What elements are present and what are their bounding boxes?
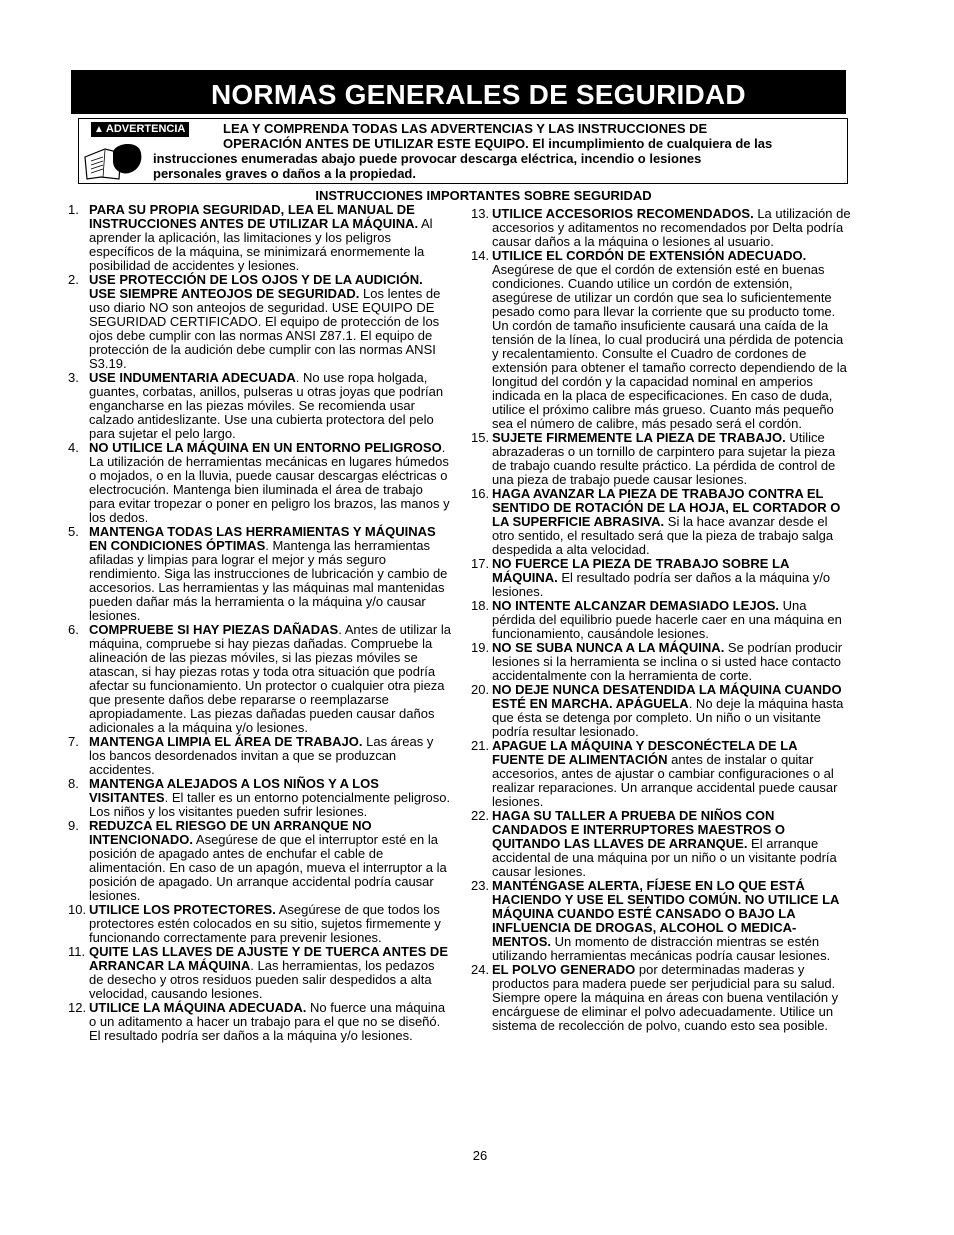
- item-heading: UTILICE LOS PROTECTORES.: [89, 902, 276, 917]
- item-heading: NO UTILICE LA MÁQUINA EN UN ENTORNO PELIGROSO: [89, 440, 442, 455]
- item-text: . No use ropa holgada, guantes, corbatas, anillos, pulseras u otras joyas que podrían engancharse en las piezas móviles. Se recomienda usar calzado antideslizante. Use una cubierta protectora del pelo para sujetar el pelo largo.: [89, 370, 444, 441]
- item-text: El arranque accidental de una máquina por un niño o un visitante podría causar lesiones.: [492, 836, 837, 879]
- safety-item: [68, 1001, 452, 1043]
- item-heading: NO INTENTE ALCANZAR DEMASIADO LEJOS.: [492, 598, 779, 613]
- page-number: 26: [472, 1148, 488, 1163]
- safety-item: [471, 739, 852, 809]
- item-text: Si la hace avanzar desde el otro sentido, el resultado será que la pieza de trabajo salga despedida a alta velocidad.: [492, 514, 834, 557]
- safety-item: [68, 945, 452, 1001]
- item-heading: HAGA SU TALLER A PRUEBA DE NIÑOS CON CANDADOS E INTERRUPTORES MAESTROS O QUITANDO LAS LLAVES DE ARRANQUE.: [492, 808, 786, 851]
- item-number: 4.: [68, 440, 79, 455]
- item-heading: COMPRUEBE SI HAY PIEZAS DAÑADAS: [89, 622, 339, 637]
- safety-item: [471, 809, 852, 879]
- warning-line-2: OPERACIÓN ANTES DE UTILIZAR ESTE EQUIPO. El incumplimiento de cualquiera de las: [223, 136, 773, 151]
- item-text: Se podrían producir lesiones si la herramienta se inclina o si usted hace contacto accidentalmente con la herramienta de corte.: [492, 640, 843, 683]
- item-heading: HAGA AVANZAR LA PIEZA DE TRABAJO CONTRA EL SENTIDO DE ROTACIÓN DE LA HOJA, EL CORTADOR O LA SUPERFICIE ABRASIVA.: [492, 486, 841, 529]
- item-heading: REDUZCA EL RIESGO DE UN ARRANQUE NO INTENCIONADO.: [89, 818, 372, 847]
- item-text: Asegúrese de que todos los protectores estén colocados en su sitio, sujetos firmemente y funcionando correctamente para prevenir lesiones.: [89, 902, 441, 945]
- warning-line-3: instrucciones enumeradas abajo puede provocar descarga eléctrica, incendio o lesiones: [153, 151, 702, 166]
- item-heading: NO FUERCE LA PIEZA DE TRABAJO SOBRE LA MÁQUINA.: [492, 556, 789, 585]
- item-text: Asegúrese de que el interruptor esté en la posición de apagado antes de enchufar el cable de alimentación. En caso de un apagón, mueva el interruptor a la posición de apagado. Un arranque accidental podría causar lesiones.: [89, 832, 447, 903]
- right-column: [471, 207, 852, 1033]
- item-number: 21.: [471, 738, 490, 753]
- warning-line-1: LEA Y COMPRENDA TODAS LAS ADVERTENCIAS Y LAS INSTRUCCIONES DE: [223, 121, 708, 136]
- item-number: 22.: [471, 808, 490, 823]
- item-number: 11.: [68, 944, 86, 959]
- item-number: 14.: [471, 248, 490, 263]
- warning-box: [78, 118, 848, 184]
- safety-item: [68, 525, 452, 623]
- item-number: 7.: [68, 734, 79, 749]
- item-text: . Las herramientas, los pedazos de desecho y otros residuos pueden salir despedidos a alta velocidad, causando lesiones.: [89, 958, 435, 1001]
- item-number: 15.: [471, 430, 490, 445]
- safety-item: [471, 431, 852, 487]
- safety-item: [471, 557, 852, 599]
- item-number: 12.: [68, 1000, 87, 1015]
- safety-item: [471, 487, 852, 557]
- item-text: No fuerce una máquina o un aditamento a hacer un trabajo para el que no se diseñó. El resultado podría ser daños a la máquina y/o lesiones.: [89, 1000, 446, 1043]
- item-text: . El taller es un entorno potencialmente peligroso. Los niños y los visitantes pueden sufrir lesiones.: [89, 790, 451, 819]
- item-number: 9.: [68, 818, 79, 833]
- item-number: 5.: [68, 524, 79, 539]
- item-text: Los lentes de uso diario NO son anteojos de seguridad. USE EQUIPO DE SEGURIDAD CERTIFICADO. El equipo de protección de los ojos debe cumplir con las normas ANSI Z87.1. El equipo de protección de la audición debe cumplir con las normas ANSI S3.19.: [89, 286, 441, 371]
- item-number: 8.: [68, 776, 79, 791]
- item-heading: NO DEJE NUNCA DESATENDIDA LA MÁQUINA CUANDO ESTÉ EN MARCHA. APÁGUELA: [492, 682, 842, 711]
- warning-text: [153, 121, 843, 181]
- item-text: Un momento de distracción mientras se estén utilizando herramientas mecánicas podría causar lesiones.: [492, 934, 831, 963]
- item-text: Al aprender la aplicación, las limitaciones y los peligros específicos de la máquina, se minimizará enormemente la posibilidad de accidentes y lesiones.: [89, 216, 433, 273]
- warning-badge-label: ADVERTENCIA: [105, 123, 186, 135]
- item-text: La utilización de accesorios y aditamentos no recomendados por Delta podría causar daños a la máquina o lesiones al usuario.: [492, 206, 851, 249]
- item-heading: NO SE SUBA NUNCA A LA MÁQUINA.: [492, 640, 725, 655]
- item-heading: EL POLVO GENERADO: [492, 962, 636, 977]
- item-text: Asegúrese de que el cordón de extensión esté en buenas condiciones. Cuando utilice un cordón de extensión, asegúrese de utilizar un cordón que sea lo suficientemente pesado como para llevar la corriente que su producto tome. Un cordón de tamaño insuficiente causará una caída de la tensión de la línea, lo cual producirá una pérdida de potencia y recalentamiento. Consulte el Cuadro de cordones de extensión para obtener el tamaño correcto dependiendo de la longitud del cordón y la capacidad nominal en amperios indicada en la placa de especificaciones. En caso de duda, utilice el próximo calibre más grueso. Cuanto más pequeño sea el número de calibre, más pesado será el cordón.: [492, 262, 847, 431]
- item-heading: USE PROTECCIÓN DE LOS OJOS Y DE LA AUDICIÓN. USE SIEMPRE ANTEOJOS DE SEGURIDAD.: [89, 272, 423, 301]
- item-text: por determinadas maderas y productos para madera puede ser perjudicial para su salud. Siempre opere la máquina en áreas con buena ventilación y encárguese de eliminar el polvo adecuadamente. Utilice un sistema de recolección de polvo, cuando esto sea posible.: [492, 962, 839, 1033]
- safety-item: [471, 963, 852, 1033]
- safety-item: [68, 203, 452, 273]
- section-title: INSTRUCCIONES IMPORTANTES SOBRE SEGURIDAD: [315, 188, 652, 203]
- safety-item: [471, 207, 852, 249]
- item-text: El resultado podría ser daños a la máquina y/o lesiones.: [492, 570, 831, 599]
- item-text: . No deje la máquina hasta que ésta se detenga por completo. Un niño o un visitante podría resultar lesionado.: [492, 696, 844, 739]
- safety-item: [471, 599, 852, 641]
- item-number: 1.: [68, 202, 79, 217]
- safety-item: [68, 903, 452, 945]
- item-heading: QUITE LAS LLAVES DE AJUSTE Y DE TUERCA ANTES DE ARRANCAR LA MÁQUINA: [89, 944, 448, 973]
- item-heading: MANTÉNGASE ALERTA, FÍJESE EN LO QUE ESTÁ HACIENDO Y USE EL SENTIDO COMÚN. NO UTILICE LA MÁQUINA CUANDO ESTÉ CANSADO O BAJO LA INFLUENCIA DE DROGAS, ALCOHOL O MEDICA-MENTOS.: [492, 878, 839, 949]
- item-heading: MANTENGA TODAS LAS HERRAMIENTAS Y MÁQUINAS EN CONDICIONES ÓPTIMAS: [89, 524, 436, 553]
- item-heading: UTILICE LA MÁQUINA ADECUADA.: [89, 1000, 307, 1015]
- item-heading: UTILICE ACCESORIOS RECOMENDADOS.: [492, 206, 754, 221]
- safety-item: [68, 819, 452, 903]
- item-heading: PARA SU PROPIA SEGURIDAD, LEA EL MANUAL DE INSTRUCCIONES ANTES DE UTILIZAR LA MÁQUINA.: [89, 202, 419, 231]
- safety-item: [471, 879, 852, 963]
- safety-item: [68, 273, 452, 371]
- safety-item: [68, 735, 452, 777]
- item-text: Utilice abrazaderas o un tornillo de carpintero para sujetar la pieza de trabajo cuando resulte práctico. La pérdida de control de una pieza de trabajo puede causar lesiones.: [492, 430, 836, 487]
- item-text: . Antes de utilizar la máquina, compruebe si hay piezas dañadas. Compruebe la alineación de las piezas móviles, si las piezas móviles se atascan, si hay piezas rotas y toda otra situación que podría afectar su funcionamiento. Un protector o cualquier otra pieza que presente daños debe repararse o reemplazarse apropiadamente. Las piezas dañadas pueden causar daños adicionales a la máquina y/o lesiones.: [89, 622, 451, 735]
- item-number: 24.: [471, 962, 490, 977]
- item-text: antes de instalar o quitar accesorios, antes de ajustar o cambiar configuraciones o al realizar reparaciones. Un arranque accidental puede causar lesiones.: [492, 752, 838, 809]
- item-number: 17.: [471, 556, 490, 571]
- left-column: [68, 203, 452, 1043]
- item-text: . La utilización de herramientas mecánicas en lugares húmedos o mojados, o en la lluvia, puede causar descargas eléctricas o electrocución. Mantenga bien iluminada el área de trabajo para evitar tropezar o poner en peligro los brazos, las manos y los dedos.: [89, 440, 450, 525]
- warning-line-4: personales graves o daños a la propiedad.: [153, 166, 416, 181]
- safety-item: [68, 441, 452, 525]
- page-title: NORMAS GENERALES DE SEGURIDAD: [71, 70, 846, 114]
- safety-item: [471, 683, 852, 739]
- warning-triangle-icon: ▲: [94, 124, 104, 135]
- safety-item: [68, 777, 452, 819]
- item-text: Las áreas y los bancos desordenados invitan a que se produzcan accidentes.: [89, 734, 434, 777]
- item-text: . Mantenga las herramientas afiladas y limpias para lograr el mejor y más seguro rendimiento. Siga las instrucciones de lubricación y cambio de accesorios. Las herramientas y las máquinas mal mantenidas pueden dañar más la herramienta o la máquina y/o causar lesiones.: [89, 538, 448, 623]
- item-heading: MANTENGA LIMPIA EL ÁREA DE TRABAJO.: [89, 734, 363, 749]
- item-text: Una pérdida del equilibrio puede hacerle caer en una máquina en funcionamiento, causándole lesiones.: [492, 598, 842, 641]
- item-number: 3.: [68, 370, 79, 385]
- item-heading: UTILICE EL CORDÓN DE EXTENSIÓN ADECUADO.: [492, 248, 807, 263]
- item-heading: SUJETE FIRMEMENTE LA PIEZA DE TRABAJO.: [492, 430, 786, 445]
- item-number: 23.: [471, 878, 490, 893]
- safety-item: [68, 371, 452, 441]
- item-number: 16.: [471, 486, 490, 501]
- item-number: 13.: [471, 206, 490, 221]
- safety-item: [68, 623, 452, 735]
- item-heading: USE INDUMENTARIA ADECUADA: [89, 370, 296, 385]
- read-manual-icon: [83, 137, 151, 181]
- item-number: 2.: [68, 272, 79, 287]
- item-number: 18.: [471, 598, 490, 613]
- item-number: 10.: [68, 902, 87, 917]
- item-number: 6.: [68, 622, 79, 637]
- item-number: 19.: [471, 640, 490, 655]
- safety-item: [471, 641, 852, 683]
- item-heading: APAGUE LA MÁQUINA Y DESCONÉCTELA DE LA FUENTE DE ALIMENTACIÓN: [492, 738, 798, 767]
- item-heading: MANTENGA ALEJADOS A LOS NIÑOS Y A LOS VISITANTES: [89, 776, 379, 805]
- safety-item: [471, 249, 852, 431]
- item-number: 20.: [471, 682, 490, 697]
